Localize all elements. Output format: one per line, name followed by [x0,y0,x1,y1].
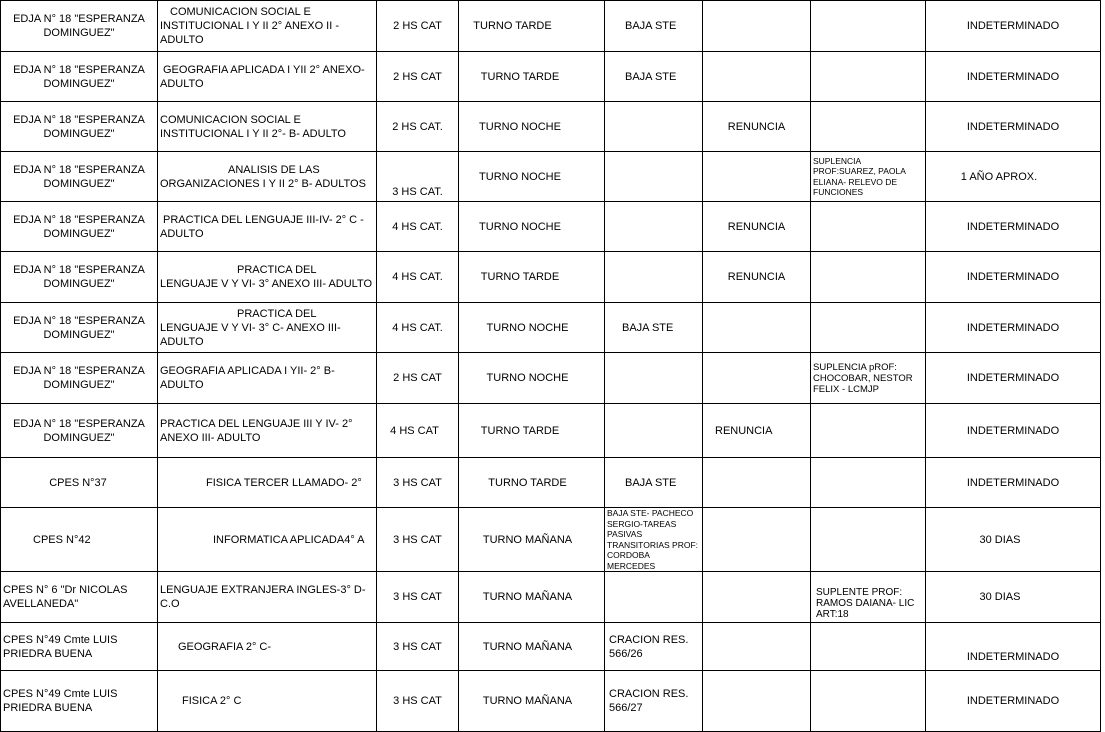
reason-cell: CRACION RES. 566/26 [605,623,703,671]
hours-cell: 4 HS CAT [377,404,459,458]
school-cell: CPES N°49 Cmte LUIS PRIEDRA BUENA [1,623,158,671]
resignation-cell: RENUNCIA [703,102,811,152]
note-cell [811,404,926,458]
duration-cell: 30 DIAS [926,508,1101,572]
duration-cell: INDETERMINADO [926,52,1101,102]
hours-cell: 3 HS CAT [377,508,459,572]
resignation-cell: RENUNCIA [703,252,811,303]
shift-cell: TURNO TARDE [459,52,605,102]
hours-cell: 2 HS CAT [377,1,459,52]
shift-cell: TURNO MAÑANA [459,671,605,732]
duration-cell: INDETERMINADO [926,1,1101,52]
duration-cell: INDETERMINADO [926,458,1101,508]
reason-cell [605,572,703,623]
resignation-cell [703,458,811,508]
table-row [1,572,1101,623]
subject-cell: PRACTICA DEL LENGUAJE III-IV- 2° C -ADULTO [158,202,377,252]
table-row [1,202,1101,252]
reason-cell [605,152,703,202]
reason-cell [605,102,703,152]
duration-cell: 1 AÑO APROX. [926,152,1101,202]
table-row [1,303,1101,353]
reason-cell: CRACION RES. 566/27 [605,671,703,732]
hours-cell: 4 HS CAT. [377,252,459,303]
resignation-cell [703,671,811,732]
reason-cell: BAJA STE [605,1,703,52]
table-row [1,623,1101,671]
duration-cell: 30 DIAS [926,572,1101,623]
resignation-cell [703,1,811,52]
table-row [1,353,1101,404]
note-cell [811,202,926,252]
reason-cell [605,353,703,404]
subject-cell: FISICA 2° C [158,671,377,732]
subject-cell: PRACTICA DEL LENGUAJE V Y VI- 3° C- ANEXO III- ADULTO [158,303,377,353]
reason-cell: BAJA STE- PACHECO SERGIO-TAREAS PASIVAS TRANSITORIAS PROF: CORDOBA MERCEDES [605,508,703,572]
hours-cell: 2 HS CAT [377,52,459,102]
note-cell [811,52,926,102]
table-row [1,1,1101,52]
table-row [1,102,1101,152]
hours-cell: 3 HS CAT [377,671,459,732]
note-cell [811,623,926,671]
hours-cell: 2 HS CAT [377,353,459,404]
reason-cell [605,404,703,458]
shift-cell: TURNO NOCHE [459,102,605,152]
resignation-cell [703,508,811,572]
subject-cell: LENGUAJE EXTRANJERA INGLES-3° D- C.O [158,572,377,623]
hours-cell: 3 HS CAT [377,572,459,623]
subject-cell: PRACTICA DEL LENGUAJE III Y IV- 2° ANEXO III- ADULTO [158,404,377,458]
shift-cell: TURNO MAÑANA [459,623,605,671]
hours-cell: 3 HS CAT [377,623,459,671]
table-row [1,252,1101,303]
table-body [1,1,1101,732]
subject-cell: COMUNICACION SOCIAL E INSTITUCIONAL I Y II 2°- B- ADULTO [158,102,377,152]
duration-cell: INDETERMINADO [926,252,1101,303]
shift-cell: TURNO TARDE [459,458,605,508]
shift-cell: TURNO NOCHE [459,152,605,202]
reason-cell: BAJA STE [605,52,703,102]
school-cell: EDJA N° 18 "ESPERANZA DOMINGUEZ" [1,152,158,202]
reason-cell [605,252,703,303]
duration-cell: INDETERMINADO [926,202,1101,252]
school-cell: CPES N°37 [1,458,158,508]
duration-cell: INDETERMINADO [926,671,1101,732]
school-cell: EDJA N° 18 "ESPERANZA DOMINGUEZ" [1,404,158,458]
hours-cell: 4 HS CAT. [377,202,459,252]
school-cell: EDJA N° 18 "ESPERANZA DOMINGUEZ" [1,252,158,303]
resignation-cell [703,152,811,202]
subject-cell: ANALISIS DE LAS ORGANIZACIONES I Y II 2° B- ADULTOS [158,152,377,202]
school-cell: CPES N° 6 "Dr NICOLAS AVELLANEDA" [1,572,158,623]
subject-cell: GEOGRAFIA APLICADA I YII- 2° B- ADULTO [158,353,377,404]
resignation-cell: RENUNCIA [703,404,811,458]
school-cell: EDJA N° 18 "ESPERANZA DOMINGUEZ" [1,102,158,152]
subject-cell: PRACTICA DEL LENGUAJE V Y VI- 3° ANEXO III- ADULTO [158,252,377,303]
reason-cell: BAJA STE [605,458,703,508]
resignation-cell [703,303,811,353]
resignation-cell [703,52,811,102]
note-cell [811,458,926,508]
duration-cell: INDETERMINADO [926,404,1101,458]
note-cell: SUPLENCIA PROF:SUAREZ, PAOLA ELIANA- RELEVO DE FUNCIONES [811,152,926,202]
hours-cell: 3 HS CAT. [377,152,459,202]
table-row [1,671,1101,732]
resignation-cell [703,353,811,404]
reason-cell [605,202,703,252]
shift-cell: TURNO NOCHE [459,202,605,252]
hours-cell: 2 HS CAT. [377,102,459,152]
reason-cell: BAJA STE [605,303,703,353]
shift-cell: TURNO NOCHE [459,303,605,353]
school-cell: CPES N°42 [1,508,158,572]
note-cell: SUPLENTE PROF: RAMOS DAIANA- LIC ART:18 [811,572,926,623]
subject-cell: FISICA TERCER LLAMADO- 2° [158,458,377,508]
duration-cell: INDETERMINADO [926,303,1101,353]
shift-cell: TURNO MAÑANA [459,508,605,572]
note-cell [811,1,926,52]
shift-cell: TURNO MAÑANA [459,572,605,623]
duration-cell: INDETERMINADO [926,623,1101,671]
shift-cell: TURNO NOCHE [459,353,605,404]
school-cell: EDJA N° 18 "ESPERANZA DOMINGUEZ" [1,303,158,353]
resignation-cell [703,572,811,623]
shift-cell: TURNO TARDE [459,1,605,52]
subject-cell: COMUNICACION SOCIAL E INSTITUCIONAL I Y II 2° ANEXO II - ADULTO [158,1,377,52]
hours-cell: 3 HS CAT [377,458,459,508]
table-row [1,404,1101,458]
school-cell: EDJA N° 18 "ESPERANZA DOMINGUEZ" [1,353,158,404]
subject-cell: GEOGRAFIA APLICADA I YII 2° ANEXO-ADULTO [158,52,377,102]
shift-cell: TURNO TARDE [459,252,605,303]
note-cell [811,252,926,303]
resignation-cell [703,623,811,671]
table-row [1,52,1101,102]
school-cell: CPES N°49 Cmte LUIS PRIEDRA BUENA [1,671,158,732]
note-cell [811,671,926,732]
subject-cell: GEOGRAFIA 2° C- [158,623,377,671]
duration-cell: INDETERMINADO [926,353,1101,404]
duration-cell: INDETERMINADO [926,102,1101,152]
resignation-cell: RENUNCIA [703,202,811,252]
table-row [1,458,1101,508]
school-cell: EDJA N° 18 "ESPERANZA DOMINGUEZ" [1,52,158,102]
shift-cell: TURNO TARDE [459,404,605,458]
note-cell: SUPLENCIA pROF: CHOCOBAR, NESTOR FELIX - LCMJP [811,353,926,404]
note-cell [811,102,926,152]
note-cell [811,508,926,572]
hours-cell: 4 HS CAT. [377,303,459,353]
table-row [1,508,1101,572]
school-cell: EDJA N° 18 "ESPERANZA DOMINGUEZ" [1,1,158,52]
school-cell: EDJA N° 18 "ESPERANZA DOMINGUEZ" [1,202,158,252]
note-cell [811,303,926,353]
table-row [1,152,1101,202]
subject-cell: INFORMATICA APLICADA4° A [158,508,377,572]
